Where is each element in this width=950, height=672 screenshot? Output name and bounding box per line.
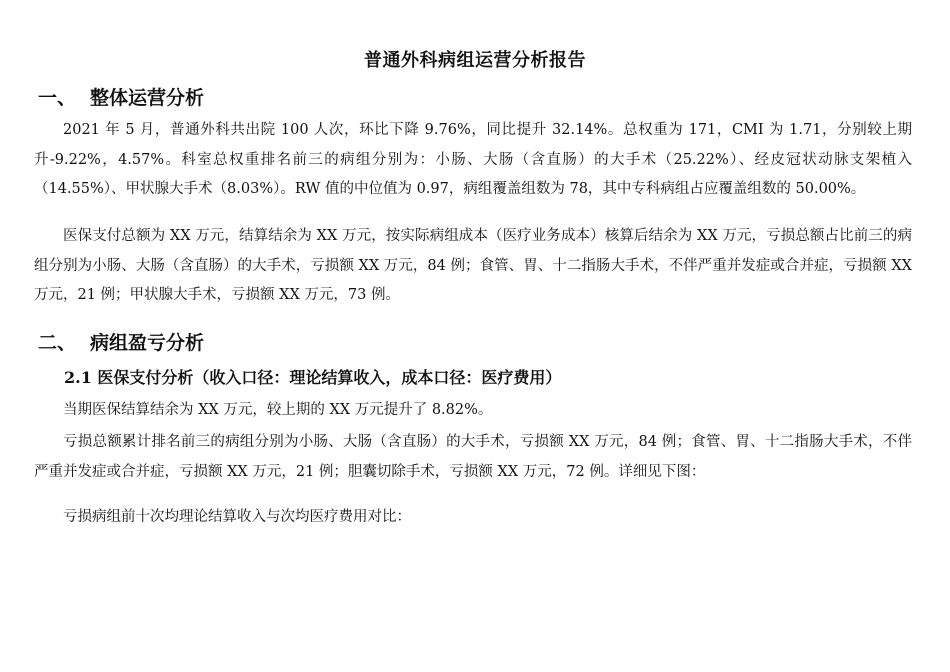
subsection-2-1-heading: 2.1 医保支付分析（收入口径：理论结算收入，成本口径：医疗费用） [64,368,562,387]
section-2-heading [38,328,204,355]
section-2-title: 病组盈亏分析 [90,332,205,354]
section-2-number: 二、 [38,332,77,354]
section-1-paragraph-1: 2021 年 5 月，普通外科共出院 100 人次，环比下降 9.76%，同比提升 32.14%。总权重为 171，CMI 为 1.71，分别较上期升-9.22%，4.57%。科室总权重排名前三的病组分别为：小肠、大肠（含直肠）的大手术（25.22%）、经皮冠状动脉支架植入（14.55%）、甲状腺大手术（8.03%）。RW 值的中位值为 0.97，病组覆盖组数为 78，其中专科病组占应覆盖组数的 50.00%。 [34,122,912,197]
subsection-2-1-paragraph-2: 亏损总额累计排名前三的病组分别为小肠、大肠（含直肠）的大手术，亏损额 XX 万元，84 例；食管、胃、十二指肠大手术，不伴严重并发症或合并症，亏损额 XX 万元，21 例；胆囊切除手术，亏损额 XX 万元，72 例。详细见下图： [34,434,912,480]
subsection-2-1-paragraph-3: 亏损病组前十次均理论结算收入与次均医疗费用对比： [63,509,411,525]
section-1-number: 一、 [38,87,77,109]
section-1-paragraph-2: 医保支付总额为 XX 万元，结算结余为 XX 万元，按实际病组成本（医疗业务成本）核算后结余为 XX 万元，亏损总额占比前三的病组分别为小肠、大肠（含直肠）的大手术，亏损额 XX 万元，84 例；食管、胃、十二指肠大手术，不伴严重并发症或合并症，亏损额 XX 万元，21 例；甲状腺大手术，亏损额 XX 万元，73 例。 [34,228,912,303]
subsection-2-1-paragraph-1: 当期医保结算结余为 XX 万元，较上期的 XX 万元提升了 8.82%。 [63,402,493,418]
section-1-title: 整体运营分析 [90,87,205,109]
section-1-heading [38,83,204,110]
document-title: 普通外科病组运营分析报告 [364,50,586,71]
